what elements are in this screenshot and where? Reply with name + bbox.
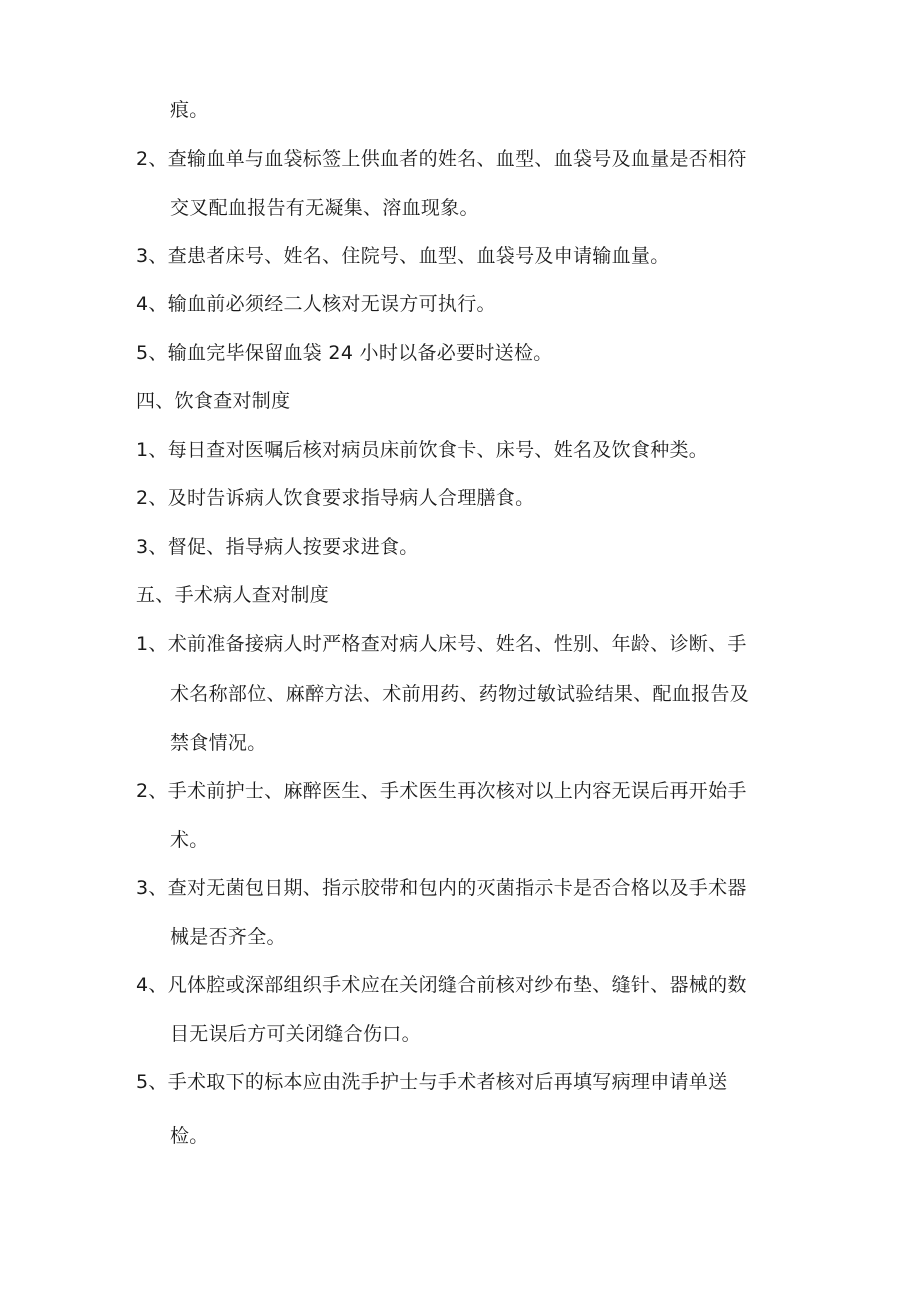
list-item-surgery-5: 5、手术取下的标本应由洗手护士与手术者核对后再填写病理申请单送 (136, 1071, 728, 1093)
list-item-diet-2: 2、及时告诉病人饮食要求指导病人合理膳食。 (136, 487, 535, 509)
list-item-surgery-3: 3、查对无菌包日期、指示胶带和包内的灭菌指示卡是否合格以及手术器 (136, 877, 747, 899)
list-item-surgery-2-cont: 术。 (170, 829, 209, 851)
list-item-surgery-1-cont2: 禁食情况。 (170, 732, 267, 754)
list-item-surgery-5-cont: 检。 (170, 1125, 209, 1147)
list-item-diet-1: 1、每日查对医嘱后核对病员床前饮食卡、床号、姓名及饮食种类。 (136, 439, 709, 461)
text-line-1: 痕。 (170, 99, 209, 121)
section-heading-surgery: 五、手术病人查对制度 (136, 584, 330, 606)
list-item-blood-5: 5、输血完毕保留血袋 24 小时以备必要时送检。 (136, 342, 553, 364)
list-item-blood-3: 3、查患者床号、姓名、住院号、血型、血袋号及申请输血量。 (136, 245, 670, 267)
list-item-blood-2: 2、查输血单与血袋标签上供血者的姓名、血型、血袋号及血量是否相符 (136, 148, 747, 170)
section-heading-diet: 四、饮食查对制度 (136, 390, 291, 412)
list-item-surgery-1-cont: 术名称部位、麻醉方法、术前用药、药物过敏试验结果、配血报告及 (170, 683, 750, 705)
list-item-surgery-4-cont: 目无误后方可关闭缝合伤口。 (170, 1023, 421, 1045)
list-item-blood-4: 4、输血前必须经二人核对无误方可执行。 (136, 293, 496, 315)
list-item-surgery-3-cont: 械是否齐全。 (170, 926, 286, 948)
list-item-surgery-4: 4、凡体腔或深部组织手术应在关闭缝合前核对纱布垫、缝针、器械的数 (136, 974, 747, 996)
list-item-surgery-2: 2、手术前护士、麻醉医生、手术医生再次核对以上内容无误后再开始手 (136, 780, 747, 802)
list-item-blood-2-cont: 交叉配血报告有无凝集、溶血现象。 (170, 197, 479, 219)
list-item-surgery-1: 1、术前准备接病人时严格查对病人床号、姓名、性别、年龄、诊断、手 (136, 633, 747, 655)
list-item-diet-3: 3、督促、指导病人按要求进食。 (136, 536, 419, 558)
